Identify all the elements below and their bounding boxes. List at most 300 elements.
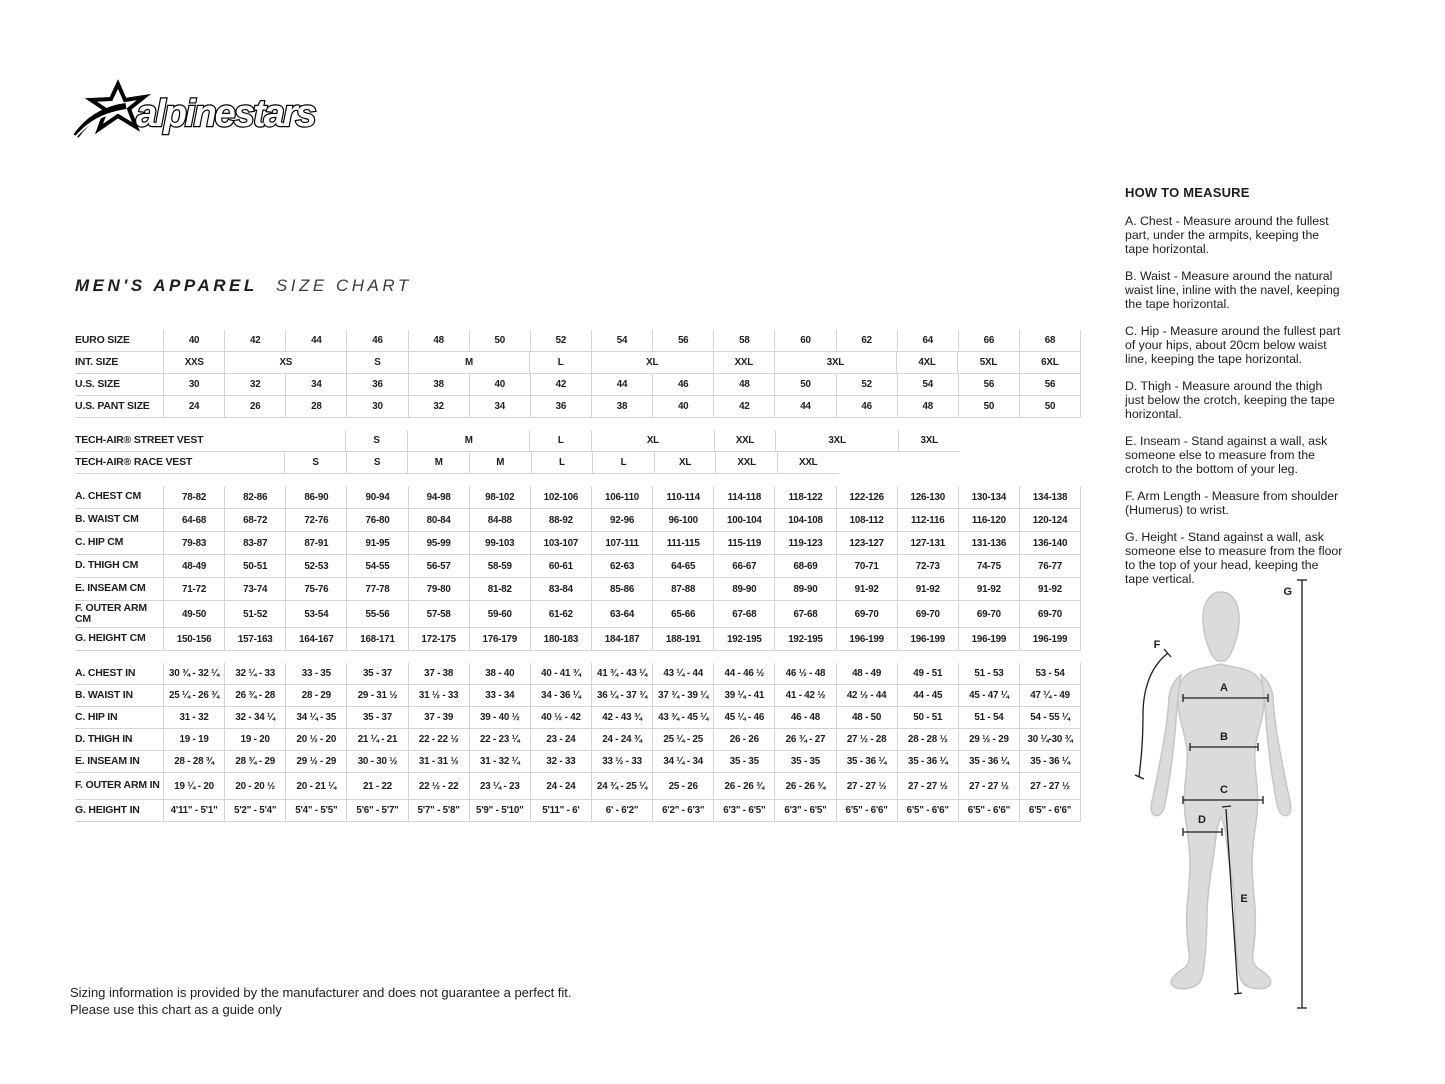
measure-instruction: E. Inseam - Stand against a wall, ask someone else to measure from the crotch to the bottom of your leg. <box>1125 434 1328 477</box>
table-cell: 176-179 <box>469 628 530 651</box>
table-cell: 61-62 <box>530 601 591 628</box>
table-cell: 19 - 19 <box>163 729 224 751</box>
row-cells <box>163 352 1081 374</box>
figure-label-a: A <box>1220 682 1228 694</box>
table-cell: 111-115 <box>652 532 713 555</box>
table-cell: 83-87 <box>224 532 285 555</box>
table-cell: 46 <box>836 396 897 418</box>
table-cell: 45 ¼ - 46 <box>713 707 774 729</box>
table-cell: 5'9" - 5'10" <box>469 800 530 822</box>
figure-label-b: B <box>1220 731 1228 743</box>
table-cell: S <box>284 452 346 474</box>
table-cell: 130-134 <box>958 486 1019 509</box>
figure-label-g: G <box>1283 586 1292 598</box>
table-cell-empty <box>839 452 1081 474</box>
table-cell: 127-131 <box>897 532 958 555</box>
table-cell: 47 ¼ - 49 <box>1019 685 1081 707</box>
table-cell: 72-76 <box>285 509 346 532</box>
table-cell: 164-167 <box>285 628 346 651</box>
table-row-int-size <box>75 352 1081 374</box>
table-row-height-cm <box>75 628 1081 651</box>
table-row-inseam-cm <box>75 578 1081 601</box>
row-cells <box>163 374 1081 396</box>
table-cell: 196-199 <box>958 628 1019 651</box>
table-cell: 19 ¼ - 20 <box>163 773 224 800</box>
table-cell: 26 - 26 ¾ <box>774 773 835 800</box>
table-cell: XXS <box>163 352 224 374</box>
row-cells <box>163 601 1081 628</box>
table-cell: 26 ¾ - 28 <box>224 685 285 707</box>
table-cell: 57-58 <box>408 601 469 628</box>
table-cell: 69-70 <box>958 601 1019 628</box>
table-cell: 21 - 22 <box>346 773 407 800</box>
row-label-us-size: U.S. SIZE <box>75 374 163 396</box>
table-cell: S <box>346 452 408 474</box>
row-cells <box>163 628 1081 651</box>
table-cell: L <box>529 430 591 452</box>
table-cell: 56-57 <box>408 555 469 578</box>
table-cell: 96-100 <box>652 509 713 532</box>
table-cell: 35 - 35 <box>774 751 835 773</box>
table-row-tech-air-race-vest <box>75 452 1081 474</box>
table-row-outer-arm-in <box>75 773 1081 800</box>
table-cell-empty <box>960 430 1081 452</box>
table-cell: 64 <box>897 330 958 352</box>
table-row-waist-cm <box>75 509 1081 532</box>
table-cell: 42 <box>224 330 285 352</box>
table-cell: 51 - 54 <box>958 707 1019 729</box>
table-cell: 45 - 47 ¼ <box>958 685 1019 707</box>
table-cell: 76-80 <box>346 509 407 532</box>
table-cell: L <box>592 452 654 474</box>
table-cell: 24 <box>163 396 224 418</box>
row-cells <box>163 751 1081 773</box>
table-cell: 56 <box>652 330 713 352</box>
row-label-chest-cm: A. CHEST CM <box>75 486 163 509</box>
body-measurement-figure <box>1120 570 1445 1030</box>
measure-instruction: D. Thigh - Measure around the thigh just below the crotch, keeping the tape horizontal. <box>1125 379 1335 422</box>
table-cell: 196-199 <box>1019 628 1081 651</box>
table-cell: 39 ¼ - 41 <box>713 685 774 707</box>
table-cell: 37 - 38 <box>408 663 469 685</box>
table-cell: 32 <box>408 396 469 418</box>
table-cell: 110-114 <box>652 486 713 509</box>
table-cell: XXL <box>715 452 777 474</box>
table-row-tech-air-street-vest <box>75 430 1081 452</box>
table-cell: 60-61 <box>530 555 591 578</box>
size-table <box>75 330 1081 822</box>
table-cell: 25 ¼ - 25 <box>652 729 713 751</box>
table-section-gap <box>75 651 1081 663</box>
table-cell: 26 - 26 <box>713 729 774 751</box>
table-cell: 49-50 <box>163 601 224 628</box>
table-cell: 68 <box>1019 330 1081 352</box>
row-label-height-in: G. HEIGHT IN <box>75 800 163 822</box>
row-label-waist-cm: B. WAIST CM <box>75 509 163 532</box>
table-cell: 172-175 <box>408 628 469 651</box>
table-cell: 184-187 <box>591 628 652 651</box>
measure-instruction: B. Waist - Measure around the natural waist line, inline with the navel, keeping the tape horizontal. <box>1125 269 1340 312</box>
row-cells <box>163 430 1081 452</box>
table-cell: 123-127 <box>836 532 897 555</box>
table-cell: 36 ¼ - 37 ¾ <box>591 685 652 707</box>
table-cell: 44 - 46 ½ <box>713 663 774 685</box>
table-cell: 68-69 <box>774 555 835 578</box>
table-cell: 34 <box>469 396 530 418</box>
table-cell: 54 <box>897 374 958 396</box>
table-cell: 94-98 <box>408 486 469 509</box>
table-cell: 52-53 <box>285 555 346 578</box>
table-cell: 29 ½ - 29 <box>958 729 1019 751</box>
table-cell: 188-191 <box>652 628 713 651</box>
table-cell: 95-99 <box>408 532 469 555</box>
table-cell: 118-122 <box>774 486 835 509</box>
table-cell: 91-95 <box>346 532 407 555</box>
row-cells <box>163 800 1081 822</box>
alpinestars-logo <box>68 76 348 144</box>
table-cell: 116-120 <box>958 509 1019 532</box>
table-cell: 54-55 <box>346 555 407 578</box>
table-row-us-size <box>75 374 1081 396</box>
table-cell: 85-86 <box>591 578 652 601</box>
table-cell: 122-126 <box>836 486 897 509</box>
table-cell: 27 - 27 ½ <box>958 773 1019 800</box>
table-cell: XL <box>591 352 713 374</box>
table-cell: 104-108 <box>774 509 835 532</box>
table-cell: 44 <box>591 374 652 396</box>
table-cell: 87-88 <box>652 578 713 601</box>
table-row-thigh-cm <box>75 555 1081 578</box>
row-label-euro-size: EURO SIZE <box>75 330 163 352</box>
table-cell: 19 - 20 <box>224 729 285 751</box>
table-cell: XXL <box>714 430 776 452</box>
table-cell: 53-54 <box>285 601 346 628</box>
row-label-inseam-cm: E. INSEAM CM <box>75 578 163 601</box>
table-cell: 42 ½ - 44 <box>836 685 897 707</box>
table-cell: 83-84 <box>530 578 591 601</box>
table-cell: 25 - 26 <box>652 773 713 800</box>
table-cell: 5'2" - 5'4" <box>224 800 285 822</box>
table-cell: 36 <box>530 396 591 418</box>
table-cell: 126-130 <box>897 486 958 509</box>
table-cell: 27 - 27 ½ <box>1019 773 1081 800</box>
table-cell: 35 - 36 ¼ <box>958 751 1019 773</box>
table-cell: 73-74 <box>224 578 285 601</box>
table-cell: 28 - 29 <box>285 685 346 707</box>
how-to-measure-list <box>1125 214 1343 586</box>
table-cell: 72-73 <box>897 555 958 578</box>
table-cell: 31 - 32 ¼ <box>469 751 530 773</box>
table-cell: 112-116 <box>897 509 958 532</box>
table-cell: 43 ¼ - 44 <box>652 663 713 685</box>
table-cell: 33 - 35 <box>285 663 346 685</box>
table-cell: 33 ½ - 33 <box>591 751 652 773</box>
table-row-outer-arm-cm <box>75 601 1081 628</box>
table-cell: 196-199 <box>897 628 958 651</box>
table-cell: 6'3" - 6'5" <box>774 800 835 822</box>
table-cell: 3XL <box>898 430 960 452</box>
row-label-outer-arm-cm: F. OUTER ARM CM <box>75 601 163 628</box>
table-cell: 33 - 34 <box>469 685 530 707</box>
table-cell: 55-56 <box>346 601 407 628</box>
table-cell: 25 ¼ - 26 ¾ <box>163 685 224 707</box>
table-cell: 103-107 <box>530 532 591 555</box>
table-cell: 66-67 <box>713 555 774 578</box>
table-cell: 64-68 <box>163 509 224 532</box>
table-cell: S <box>345 430 407 452</box>
table-cell: 27 ½ - 28 <box>836 729 897 751</box>
table-cell: 4XL <box>896 352 957 374</box>
table-cell: 29 - 31 ½ <box>346 685 407 707</box>
table-cell: M <box>407 452 469 474</box>
table-row-chest-cm <box>75 486 1081 509</box>
table-cell: 42 - 43 ¾ <box>591 707 652 729</box>
table-cell: 69-70 <box>1019 601 1081 628</box>
table-cell: 26 <box>224 396 285 418</box>
row-cells <box>163 452 1081 474</box>
table-cell: 31 - 32 <box>163 707 224 729</box>
table-cell: 131-136 <box>958 532 1019 555</box>
table-cell: 26 ¾ - 27 <box>774 729 835 751</box>
table-cell: 38 - 40 <box>469 663 530 685</box>
table-cell: 51 - 53 <box>958 663 1019 685</box>
row-cells <box>163 509 1081 532</box>
table-row-chest-in <box>75 663 1081 685</box>
table-row-waist-in <box>75 685 1081 707</box>
table-cell: 38 <box>591 396 652 418</box>
table-cell: 5XL <box>957 352 1018 374</box>
table-cell: 5'7" - 5'8" <box>408 800 469 822</box>
table-cell: 27 - 27 ½ <box>836 773 897 800</box>
table-cell: 106-110 <box>591 486 652 509</box>
table-cell: 30 ¾ - 32 ¼ <box>163 663 224 685</box>
row-label-hip-in: C. HIP IN <box>75 707 163 729</box>
table-cell: 150-156 <box>163 628 224 651</box>
table-cell: 50 <box>958 396 1019 418</box>
table-cell: 28 - 28 ½ <box>897 729 958 751</box>
table-cell: 22 - 23 ¼ <box>469 729 530 751</box>
table-cell: 23 ¼ - 23 <box>469 773 530 800</box>
table-cell: 42 <box>713 396 774 418</box>
table-cell: 48-49 <box>163 555 224 578</box>
row-label-int-size: INT. SIZE <box>75 352 163 374</box>
table-cell: 28 ¾ - 29 <box>224 751 285 773</box>
table-cell: XL <box>591 430 713 452</box>
table-cell: 56 <box>1019 374 1081 396</box>
measure-instruction: A. Chest - Measure around the fullest part, under the armpits, keeping the tape horizontal. <box>1125 214 1329 257</box>
table-cell: 24 - 24 ¾ <box>591 729 652 751</box>
table-cell: 92-96 <box>591 509 652 532</box>
table-cell: 37 - 39 <box>408 707 469 729</box>
table-cell: 4'11" - 5'1" <box>163 800 224 822</box>
table-cell: 69-70 <box>836 601 897 628</box>
table-cell: 67-68 <box>774 601 835 628</box>
table-cell: 51-52 <box>224 601 285 628</box>
table-cell: 69-70 <box>897 601 958 628</box>
table-cell: 46 <box>346 330 407 352</box>
table-cell: 82-86 <box>224 486 285 509</box>
measure-instruction: F. Arm Length - Measure from shoulder (Humerus) to wrist. <box>1125 489 1339 518</box>
table-cell: 22 ½ - 22 <box>408 773 469 800</box>
table-cell: 34 ¼ - 34 <box>652 751 713 773</box>
table-cell: 46 - 48 <box>774 707 835 729</box>
table-cell: 74-75 <box>958 555 1019 578</box>
table-row-inseam-in <box>75 751 1081 773</box>
table-cell: 84-88 <box>469 509 530 532</box>
table-cell: 192-195 <box>774 628 835 651</box>
table-cell: 41 ¾ - 43 ¼ <box>591 663 652 685</box>
table-cell: XXL <box>777 452 839 474</box>
table-cell: 35 - 37 <box>346 663 407 685</box>
table-cell: 41 - 42 ½ <box>774 685 835 707</box>
table-cell: 48 <box>713 374 774 396</box>
table-cell: 91-92 <box>958 578 1019 601</box>
table-cell: 108-112 <box>836 509 897 532</box>
page-title <box>75 276 412 296</box>
table-cell: 53 - 54 <box>1019 663 1081 685</box>
table-cell: 49 - 51 <box>897 663 958 685</box>
table-cell: 30 <box>346 396 407 418</box>
table-cell: 87-91 <box>285 532 346 555</box>
table-cell: 20 - 21 ¼ <box>285 773 346 800</box>
table-cell: 42 <box>530 374 591 396</box>
table-cell: 6'5" - 6'6" <box>958 800 1019 822</box>
row-label-tech-air-street-vest: TECH-AIR® STREET VEST <box>75 430 163 452</box>
table-cell: 30 - 30 ½ <box>346 751 407 773</box>
table-cell: 48 - 49 <box>836 663 897 685</box>
table-cell: L <box>531 452 593 474</box>
row-label-hip-cm: C. HIP CM <box>75 532 163 555</box>
table-cell: 91-92 <box>836 578 897 601</box>
row-cells <box>163 685 1081 707</box>
table-cell: 119-123 <box>774 532 835 555</box>
table-cell: 136-140 <box>1019 532 1081 555</box>
table-cell: 6'5" - 6'6" <box>836 800 897 822</box>
table-cell: L <box>529 352 590 374</box>
table-cell: 102-106 <box>530 486 591 509</box>
table-cell: 54 - 55 ¼ <box>1019 707 1081 729</box>
figure-label-e: E <box>1240 893 1248 905</box>
table-cell: 29 ½ - 29 <box>285 751 346 773</box>
table-cell: 5'4" - 5'5" <box>285 800 346 822</box>
table-cell: 6' - 6'2" <box>591 800 652 822</box>
table-cell: 98-102 <box>469 486 530 509</box>
table-cell: 134-138 <box>1019 486 1081 509</box>
table-cell: 35 - 37 <box>346 707 407 729</box>
row-label-height-cm: G. HEIGHT CM <box>75 628 163 651</box>
row-cells <box>163 663 1081 685</box>
table-cell: 44 - 45 <box>897 685 958 707</box>
table-cell: 91-92 <box>1019 578 1081 601</box>
table-cell: 81-82 <box>469 578 530 601</box>
table-cell: 28 - 28 ¾ <box>163 751 224 773</box>
table-cell: 56 <box>958 374 1019 396</box>
alpinestars-logo-svg <box>68 76 348 144</box>
table-cell: 79-80 <box>408 578 469 601</box>
table-cell: 37 ¾ - 39 ¼ <box>652 685 713 707</box>
table-cell: 32 ¼ - 33 <box>224 663 285 685</box>
table-cell: 50 <box>774 374 835 396</box>
footer-disclaimer <box>70 985 572 1019</box>
table-cell: 28 <box>285 396 346 418</box>
table-cell: 22 - 22 ½ <box>408 729 469 751</box>
table-cell: 78-82 <box>163 486 224 509</box>
footer-line-1: Sizing information is provided by the manufacturer and does not guarantee a perfect fit. <box>70 985 572 1000</box>
row-cells <box>163 578 1081 601</box>
table-cell: 76-77 <box>1019 555 1081 578</box>
measure-instruction: G. Height - Stand against a wall, ask someone else to measure from the floor to the top of your head, keeping the tape vertical. <box>1125 530 1343 587</box>
table-cell: 180-183 <box>530 628 591 651</box>
table-cell: 34 - 36 ¼ <box>530 685 591 707</box>
table-cell: 6XL <box>1019 352 1081 374</box>
table-cell: 35 - 36 ¼ <box>836 751 897 773</box>
table-cell: 36 <box>346 374 407 396</box>
table-cell: 46 ½ - 48 <box>774 663 835 685</box>
table-cell: 35 - 35 <box>713 751 774 773</box>
table-cell: 38 <box>408 374 469 396</box>
table-cell: 5'6" - 5'7" <box>346 800 407 822</box>
table-cell: 3XL <box>775 430 897 452</box>
table-cell: 39 - 40 ½ <box>469 707 530 729</box>
table-row-height-in <box>75 800 1081 822</box>
how-to-measure-title: HOW TO MEASURE <box>1125 185 1250 200</box>
footer-line-2: Please use this chart as a guide only <box>70 1001 282 1017</box>
row-label-us-pant-size: U.S. PANT SIZE <box>75 396 163 418</box>
table-cell: 66 <box>958 330 1019 352</box>
table-cell: 31 - 31 ½ <box>408 751 469 773</box>
table-cell: 32 - 33 <box>530 751 591 773</box>
table-cell: 62 <box>836 330 897 352</box>
table-cell: 80-84 <box>408 509 469 532</box>
table-cell: 24 ¾ - 25 ¼ <box>591 773 652 800</box>
table-row-hip-cm <box>75 532 1081 555</box>
table-cell: 52 <box>530 330 591 352</box>
table-cell: 46 <box>652 374 713 396</box>
table-cell: 6'5" - 6'6" <box>897 800 958 822</box>
table-cell: 6'5" - 6'6" <box>1019 800 1081 822</box>
table-cell: 32 <box>224 374 285 396</box>
table-cell: M <box>407 430 529 452</box>
table-cell: 20 - 20 ½ <box>224 773 285 800</box>
row-label-waist-in: B. WAIST IN <box>75 685 163 707</box>
table-cell: 115-119 <box>713 532 774 555</box>
table-cell: 30 ¼-30 ¾ <box>1019 729 1081 751</box>
table-cell: 40 <box>469 374 530 396</box>
row-cells <box>163 532 1081 555</box>
row-label-chest-in: A. CHEST IN <box>75 663 163 685</box>
table-cell: 44 <box>285 330 346 352</box>
table-cell: 91-92 <box>897 578 958 601</box>
how-to-measure-panel <box>1125 185 1343 599</box>
page-title-main: MEN'S APPAREL <box>75 276 258 295</box>
table-cell: 67-68 <box>713 601 774 628</box>
table-cell: S <box>346 352 407 374</box>
table-cell: 168-171 <box>346 628 407 651</box>
table-cell: XXL <box>713 352 774 374</box>
row-cells <box>163 555 1081 578</box>
table-cell: 90-94 <box>346 486 407 509</box>
table-cell: 192-195 <box>713 628 774 651</box>
table-section-gap <box>75 418 1081 430</box>
table-cell: 6'3" - 6'5" <box>713 800 774 822</box>
table-cell: 54 <box>591 330 652 352</box>
table-cell: 21 ¼ - 21 <box>346 729 407 751</box>
table-cell: 40 <box>163 330 224 352</box>
measure-instruction: C. Hip - Measure around the fullest part of your hips, about 20cm below waist line, keeping the tape horizontal. <box>1125 324 1341 367</box>
table-cell: 196-199 <box>836 628 897 651</box>
table-cell: 100-104 <box>713 509 774 532</box>
table-cell: 86-90 <box>285 486 346 509</box>
